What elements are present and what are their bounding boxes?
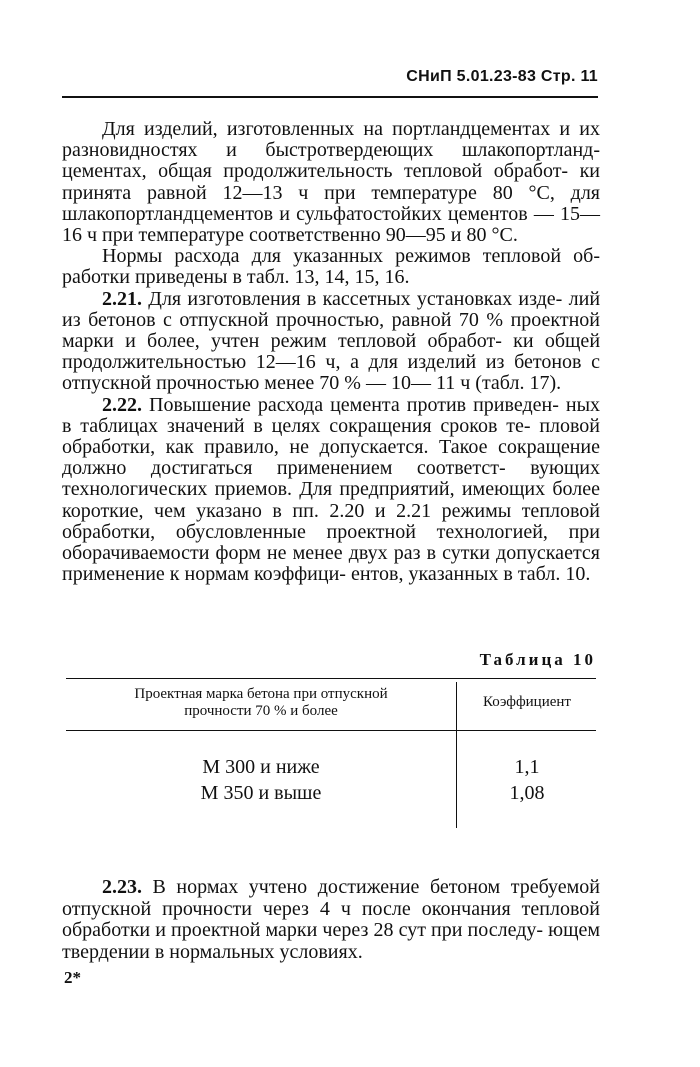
p3-line: 11 ч (табл. 17). xyxy=(435,372,562,395)
p3-line: лий из бетонов с отпускной прочностью, равной 70 % xyxy=(62,287,601,331)
paragraph-2-22 xyxy=(62,395,600,586)
p4-line: ентов, указанных в табл. 10. xyxy=(350,563,591,586)
column-header-grade xyxy=(66,686,456,720)
section-number: 2.23. xyxy=(102,876,142,898)
section-number: 2.22. xyxy=(102,393,142,416)
table-header-rule xyxy=(66,730,596,731)
p4-line: режимы тепловой обработки, обусловленные проектной xyxy=(62,499,601,543)
p4-line: ных в таблицах значений в целях сокращения сроков те- xyxy=(62,393,600,437)
header-rule xyxy=(62,96,598,98)
p2-line: Нормы расхода для указанных режимов тепловой об- xyxy=(102,245,600,268)
page-header: СНиП 5.01.23-83 Стр. 11 xyxy=(406,68,598,85)
coefficient-table xyxy=(66,678,596,828)
p3-line: ки общей продолжительностью 12—16 ч, а для изделий xyxy=(62,330,601,374)
p4-line: раз в сутки допускается применение к нормам коэффици- xyxy=(62,542,600,586)
paragraph-2-23-block xyxy=(62,877,600,963)
p4-line: Повышение расхода цемента против приведен- xyxy=(149,393,559,416)
p5-line: обработки и проектной марки через 28 сут при последу- xyxy=(62,919,544,941)
p1-line: ки принята равной 12—13 ч при температуре 80 °С, для xyxy=(62,160,600,204)
paragraph-1 xyxy=(62,119,600,246)
column-header-grade-line: Проектная марка бетона при отпускной xyxy=(134,686,388,702)
paragraph-2 xyxy=(62,246,600,288)
p4-line: имеющих более короткие, чем указано в пп. 2.20 и 2.21 xyxy=(62,478,601,522)
p1-line: 15—16 ч при температуре соответственно 90—95 и 80 °С. xyxy=(62,202,600,247)
column-header-grade-line: прочности 70 % и более xyxy=(184,703,338,719)
paragraph-2-23 xyxy=(62,877,600,963)
table-cell-grade: М 350 и выше xyxy=(200,782,322,804)
p1-line: шлакопортландцементов и сульфатостойких цементов — xyxy=(62,202,554,225)
section-number: 2.21. xyxy=(102,287,142,310)
p4-line: сокращение должно достигаться применением соответст- xyxy=(62,436,601,480)
p4-line: технологией, при оборачиваемости форм не менее двух xyxy=(62,520,600,565)
p1-line: их разновидностях и быстротвердеющих шлакопортланд- xyxy=(62,118,600,162)
table-top-rule xyxy=(66,678,596,679)
p4-line: пловой обработки, как правило, не допускается. Такое xyxy=(62,414,601,459)
table-cell-coefficient: 1,08 xyxy=(509,782,545,804)
table-caption: Таблица 10 xyxy=(479,650,596,669)
table-column-divider xyxy=(456,682,457,828)
p2-line: работки приведены в табл. 13, 14, 15, 16. xyxy=(62,266,410,289)
p4-line: вующих технологических приемов. Для предприятий, xyxy=(62,457,600,501)
p5-line: отпускной прочности через 4 ч после окончания тепловой xyxy=(62,897,600,920)
p5-line: В нормах учтено достижение бетоном требуемой xyxy=(152,876,600,898)
p1-line: цементах, общая продолжительность тепловой обработ- xyxy=(62,160,569,183)
p1-line: Для изделий, изготовленных на портландцементах и xyxy=(102,118,571,140)
p3-line: Для изготовления в кассетных установках изде- xyxy=(148,287,563,310)
paragraph-2-21 xyxy=(62,289,600,395)
p3-line: из бетонов с отпускной прочностью менее 70 % — 10— xyxy=(62,351,600,395)
table-cell-coefficient: 1,1 xyxy=(514,756,540,778)
p3-line: проектной марки и более, учтен режим тепловой обработ- xyxy=(62,308,600,353)
p5-line: ющем твердении в нормальных условиях. xyxy=(62,919,600,963)
table-cell-grade: М 300 и ниже xyxy=(202,756,320,778)
signature-mark: 2* xyxy=(64,968,81,987)
column-header-coefficient: Коэффициент xyxy=(483,694,571,710)
body-text xyxy=(62,119,600,585)
